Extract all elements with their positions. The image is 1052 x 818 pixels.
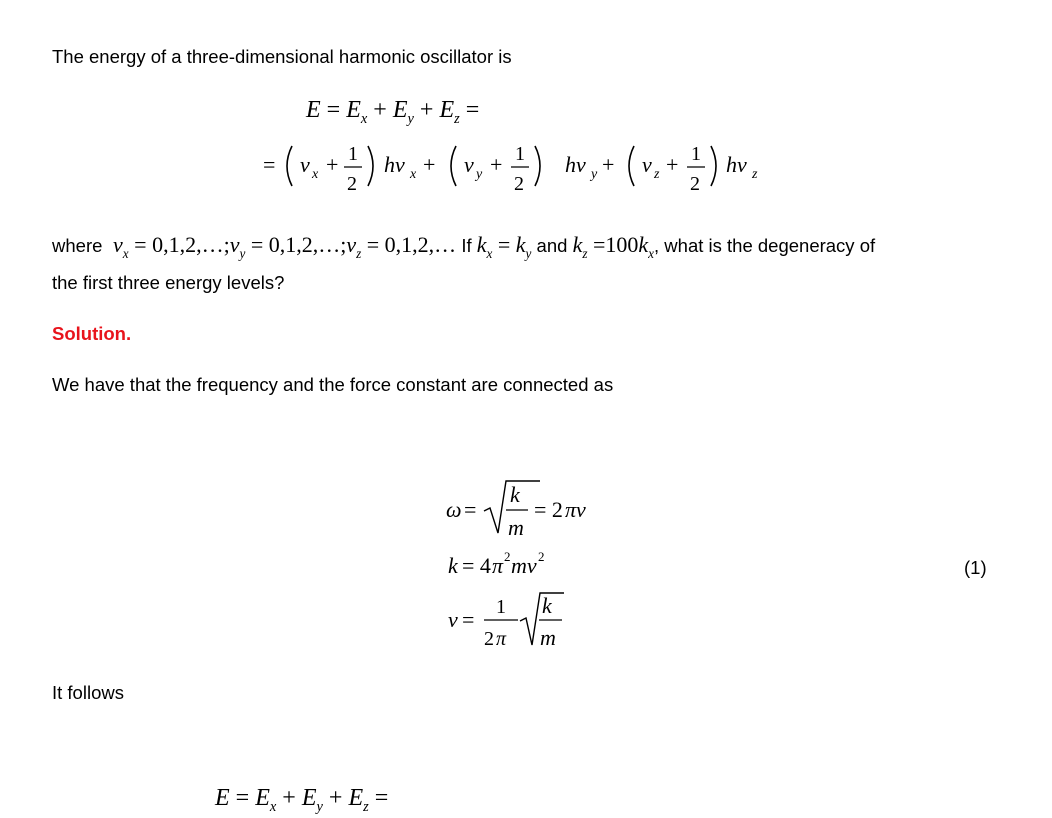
- svg-text:1: 1: [515, 143, 525, 165]
- svg-text:mv: mv: [511, 553, 537, 578]
- svg-text:k: k: [510, 482, 520, 507]
- where-word: where: [52, 235, 103, 256]
- svg-text:+: +: [326, 152, 339, 177]
- kz-equals-100kx: $k_z =100k_x$: [572, 232, 655, 261]
- svg-text:hv: hv: [726, 152, 747, 177]
- svg-text:π: π: [492, 553, 504, 578]
- svg-text:πv: πv: [565, 497, 586, 522]
- kx-equals-ky: $k_x = k_y$: [476, 232, 532, 261]
- svg-text:= 4: = 4: [462, 553, 491, 578]
- svg-text:x: x: [312, 167, 319, 182]
- and-word: and: [536, 235, 568, 256]
- equation-number: (1): [964, 557, 987, 578]
- svg-text:+: +: [423, 152, 436, 177]
- solution-label: Solution.: [52, 323, 132, 344]
- svg-text:1: 1: [348, 143, 358, 165]
- question-tail: , what is the degeneracy of: [654, 235, 876, 256]
- svg-text:z: z: [654, 167, 660, 182]
- question-line-2: the first three energy levels?: [52, 272, 285, 293]
- svg-text:+: +: [490, 152, 503, 177]
- svg-text:y: y: [476, 167, 483, 182]
- svg-text:=: =: [464, 497, 477, 522]
- svg-text:2: 2: [538, 549, 545, 564]
- svg-text:m: m: [540, 625, 556, 650]
- follows-text: It follows: [52, 682, 124, 703]
- frequency-force-equations: [440, 475, 610, 665]
- svg-text:π: π: [496, 628, 507, 650]
- energy-sum-equation: $E = E_x + E_y + E_z$ =: [306, 97, 480, 128]
- svg-text:1: 1: [691, 143, 701, 165]
- svg-text:+: +: [666, 152, 679, 177]
- energy-sum-equation-2: $E = E_x + E_y + E_z$ =: [215, 785, 389, 816]
- svg-text:hv: hv: [565, 152, 586, 177]
- svg-text:v: v: [464, 152, 474, 177]
- energy-expansion-equation: [260, 132, 780, 202]
- svg-text:2: 2: [514, 173, 524, 195]
- svg-text:2: 2: [690, 173, 700, 195]
- svg-text:y: y: [591, 167, 598, 182]
- svg-text:v: v: [448, 607, 458, 632]
- svg-text:1: 1: [496, 596, 506, 618]
- quantum-number-ranges: $v_x$ = $0,1,2,\dots;v_y$ = $0,1,2,\dots;v_z$ = 0,1,2,…: [107, 232, 457, 261]
- svg-text:=: =: [462, 607, 475, 632]
- relation-text: We have that the frequency and the force constant are connected as: [52, 374, 614, 395]
- svg-text:+: +: [602, 152, 615, 177]
- svg-text:m: m: [508, 515, 524, 540]
- svg-text:k: k: [448, 553, 458, 578]
- svg-text:v: v: [642, 152, 652, 177]
- svg-text:z: z: [752, 167, 758, 182]
- svg-text:hv: hv: [384, 152, 405, 177]
- intro-text: The energy of a three-dimensional harmonic oscillator is: [52, 46, 512, 67]
- svg-text:2: 2: [484, 628, 494, 650]
- question-line-1: [52, 232, 876, 261]
- svg-text:ω: ω: [446, 497, 462, 522]
- svg-text:x: x: [410, 167, 417, 182]
- svg-text:k: k: [542, 593, 552, 618]
- svg-text:2: 2: [347, 173, 357, 195]
- svg-text:2: 2: [504, 549, 511, 564]
- svg-text:=: =: [263, 152, 276, 177]
- if-word: If: [461, 235, 472, 256]
- svg-text:v: v: [300, 152, 310, 177]
- svg-text:= 2: = 2: [534, 497, 563, 522]
